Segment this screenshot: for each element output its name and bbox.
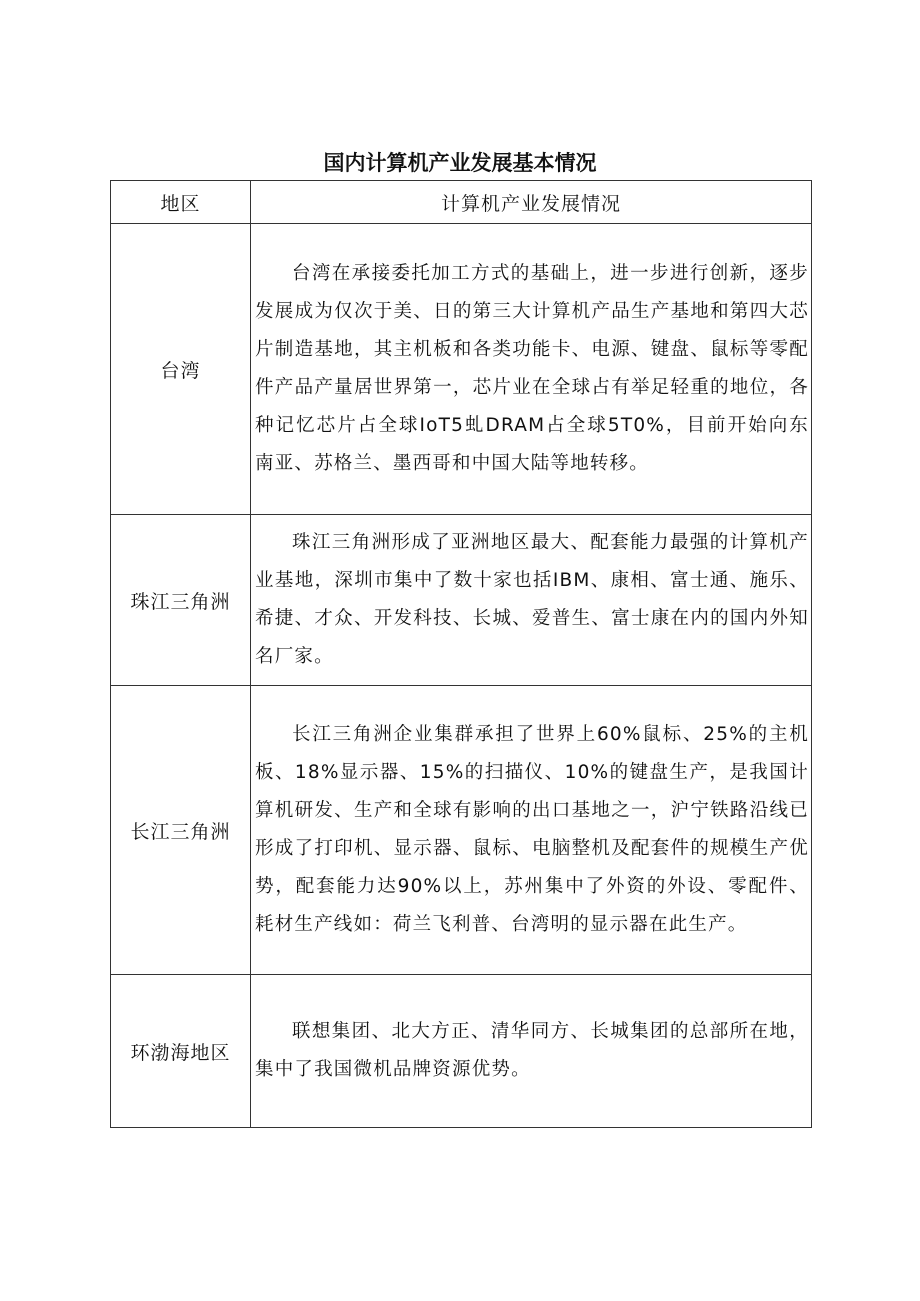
table-header-row xyxy=(111,181,812,224)
table-row xyxy=(111,515,812,686)
header-region: 地区 xyxy=(111,181,251,224)
region-cell: 环渤海地区 xyxy=(111,975,251,1128)
table-row xyxy=(111,686,812,975)
situation-cell: 长江三角洲企业集群承担了世界上60%鼠标、25%的主机板、18%显示器、15%的扫描仪、10%的键盘生产，是我国计算机研发、生产和全球有影响的出口基地之一，沪宁铁路沿线已形成了打印机、显示器、鼠标、电脑整机及配套件的规模生产优势，配套能力达90%以上，苏州集中了外资的外设、零配件、耗材生产线如：荷兰飞利普、台湾明的显示器在此生产。 xyxy=(251,686,812,975)
situation-cell: 台湾在承接委托加工方式的基础上，进一步进行创新，逐步发展成为仅次于美、日的第三大计算机产品生产基地和第四大芯片制造基地，其主机板和各类功能卡、电源、键盘、鼠标等零配件产品产量居世界第一，芯片业在全球占有举足轻重的地位，各种记忆芯片占全球IoT5虬DRAM占全球5T0%，目前开始向东南亚、苏格兰、墨西哥和中国大陆等地转移。 xyxy=(251,224,812,515)
region-cell: 长江三角洲 xyxy=(111,686,251,975)
region-cell: 珠江三角洲 xyxy=(111,515,251,686)
region-cell: 台湾 xyxy=(111,224,251,515)
header-situation: 计算机产业发展情况 xyxy=(251,181,812,224)
situation-cell: 珠江三角洲形成了亚洲地区最大、配套能力最强的计算机产业基地，深圳市集中了数十家也括IBM、康相、富士通、施乐、希捷、才众、开发科技、长城、爱普生、富士康在内的国内外知名厂家。 xyxy=(251,515,812,686)
table-row xyxy=(111,224,812,515)
situation-cell: 联想集团、北大方正、清华同方、长城集团的总部所在地，集中了我国微机品牌资源优势。 xyxy=(251,975,812,1128)
industry-table xyxy=(110,180,812,1128)
table-row xyxy=(111,975,812,1128)
document-title: 国内计算机产业发展基本情况 xyxy=(323,151,597,175)
